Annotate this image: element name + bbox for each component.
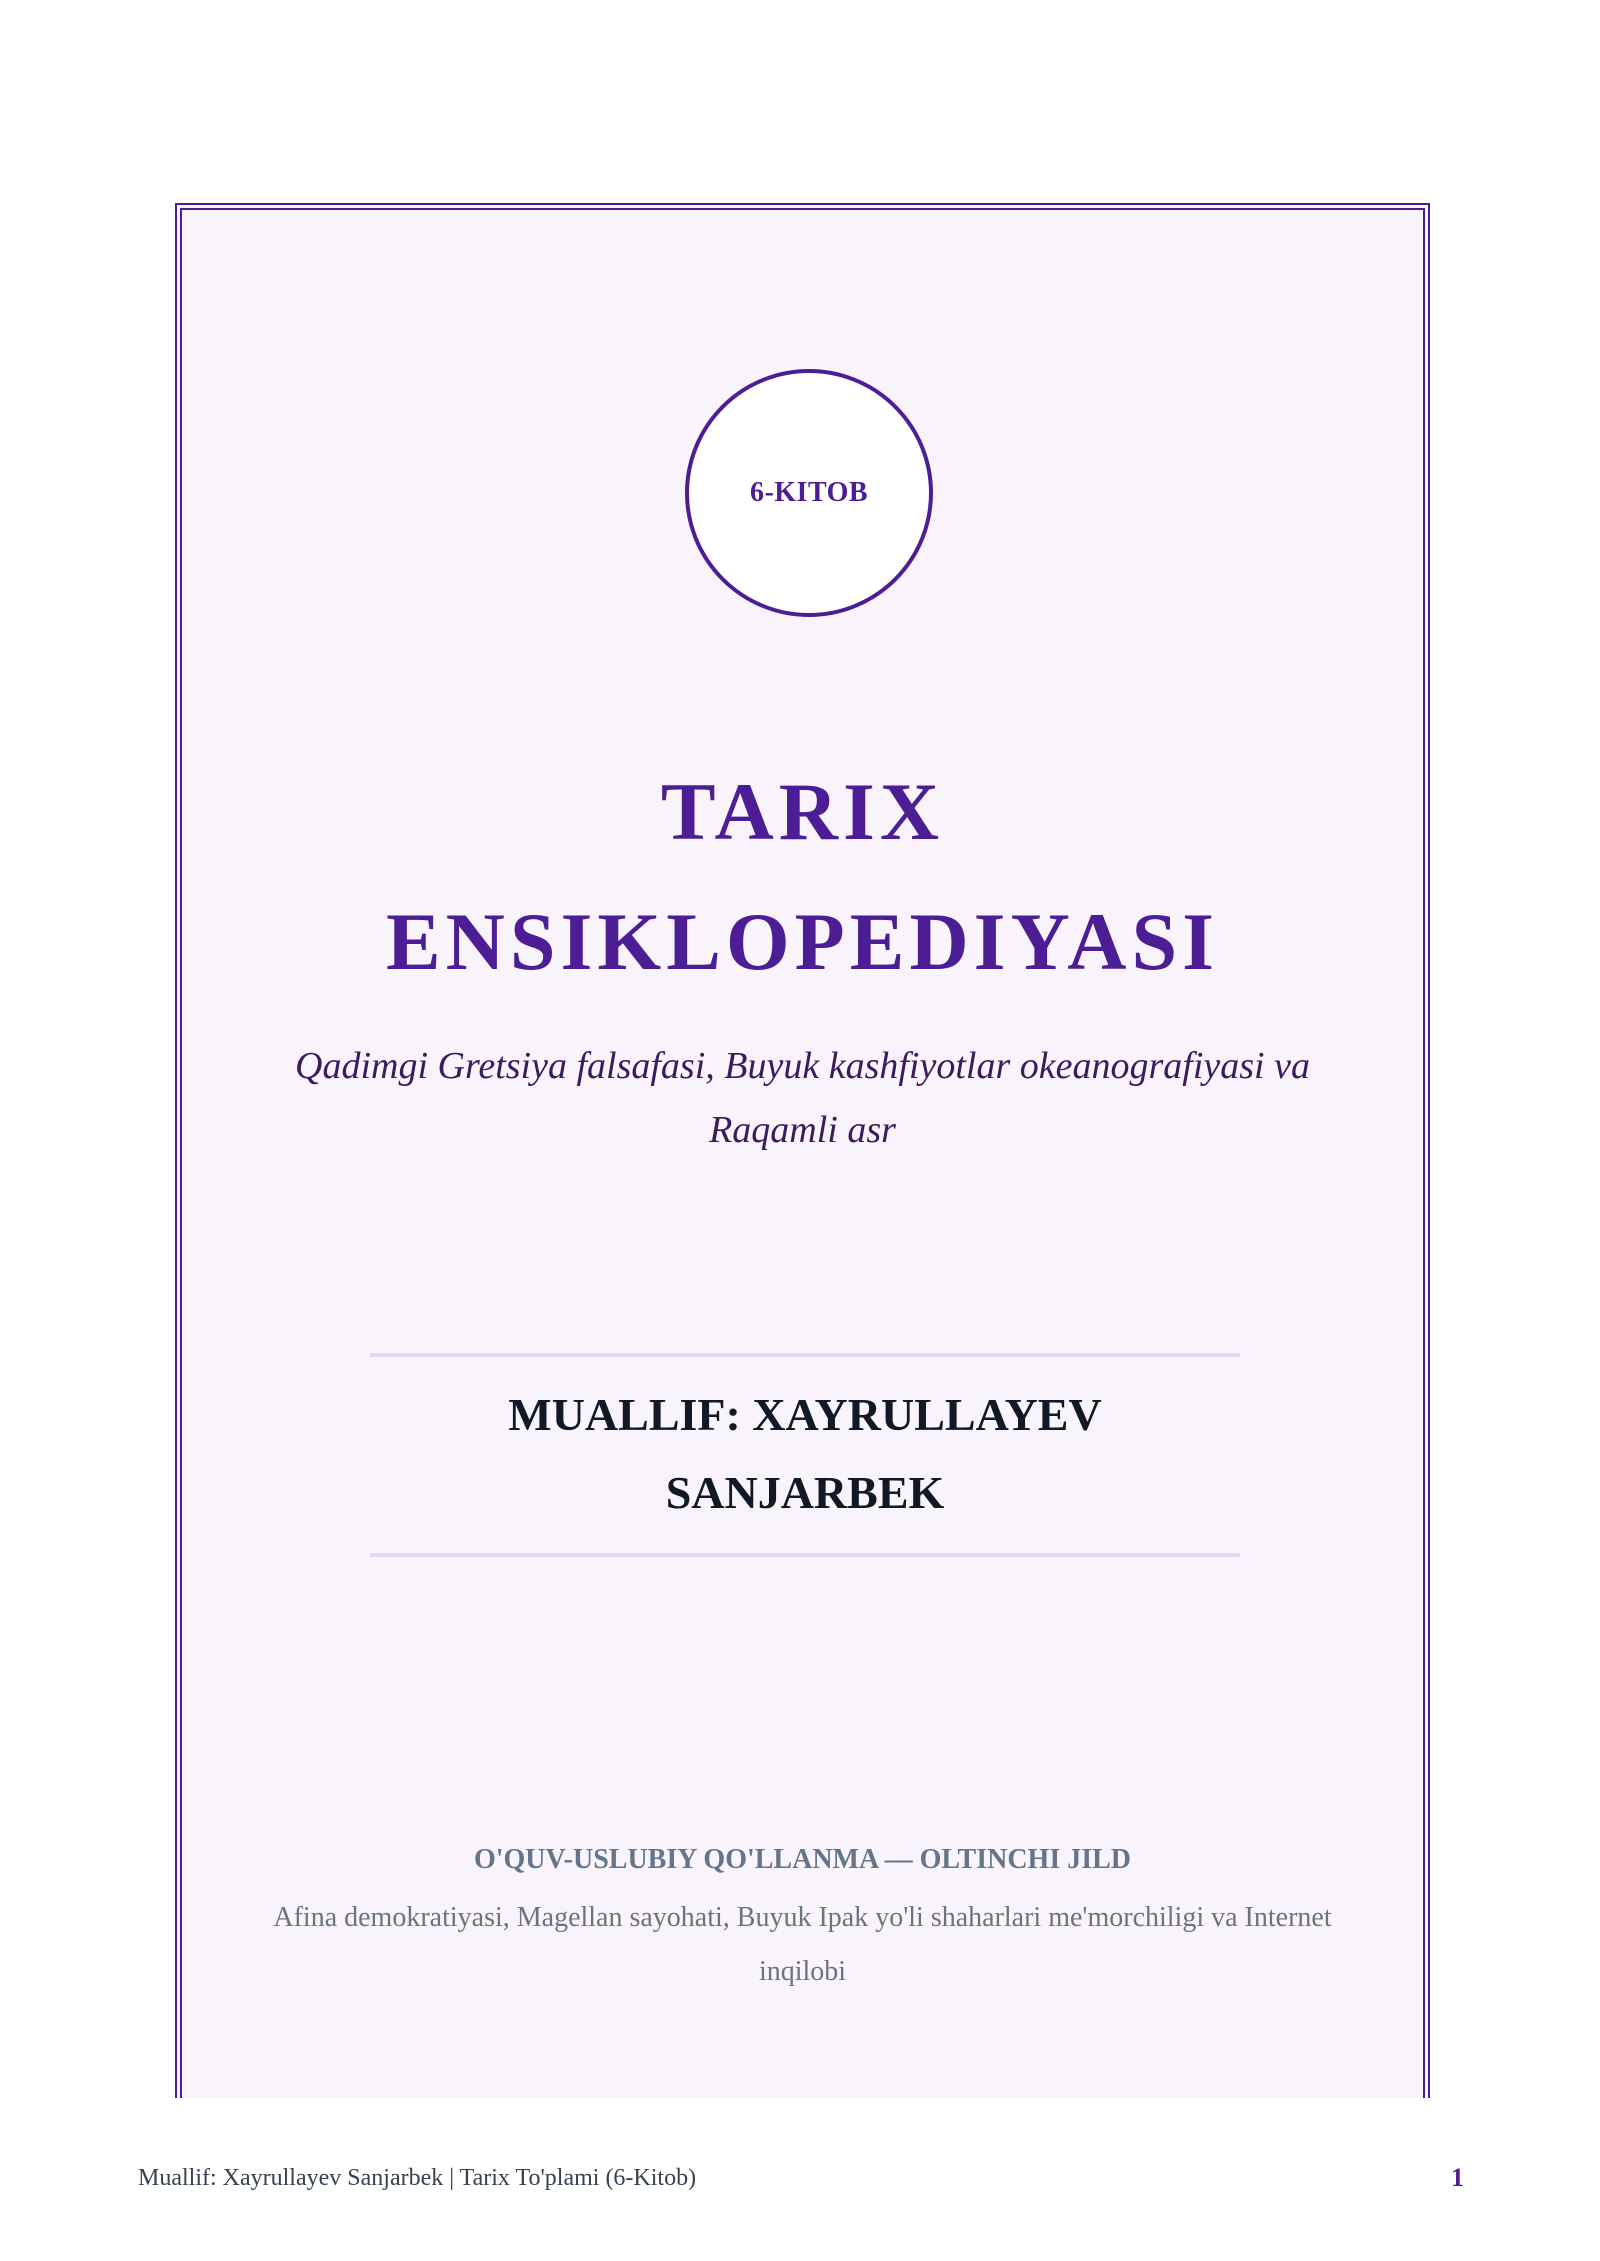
- book-title: [182, 747, 1423, 1007]
- book-number-badge: [685, 369, 933, 617]
- book-description: Afina demokratiyasi, Magellan sayohati, Buyuk Ipak yo'li shaharlari me'morchiligi va Internet inqilobi: [273, 1902, 1332, 1987]
- book-subtitle: Qadimgi Gretsiya falsafasi, Buyuk kashfiyotlar okeanografiyasi va Raqamli asr: [295, 1045, 1310, 1151]
- series-label: O'QUV-USLUBIY QO'LLANMA — OLTINCHI JILD: [473, 1844, 1132, 1875]
- book-cover: [175, 203, 1430, 2098]
- author-name: [370, 1376, 1240, 1532]
- author-name-line1: MUALLIF: XAYRULLAYEV: [508, 1389, 1102, 1440]
- page-number: 1: [1451, 2163, 1464, 2192]
- author-divider-top: [370, 1353, 1240, 1357]
- book-title-line1: TARIX: [660, 766, 945, 857]
- author-name-line2: SANJARBEK: [665, 1467, 945, 1518]
- book-number-label: 6-KITOB: [749, 477, 869, 508]
- author-divider-bottom: [370, 1553, 1240, 1557]
- page-footer-text: Muallif: Xayrullayev Sanjarbek | Tarix To'plami (6-Kitob): [138, 2165, 697, 2191]
- book-title-line2: ENSIKLOPEDIYASI: [385, 896, 1220, 987]
